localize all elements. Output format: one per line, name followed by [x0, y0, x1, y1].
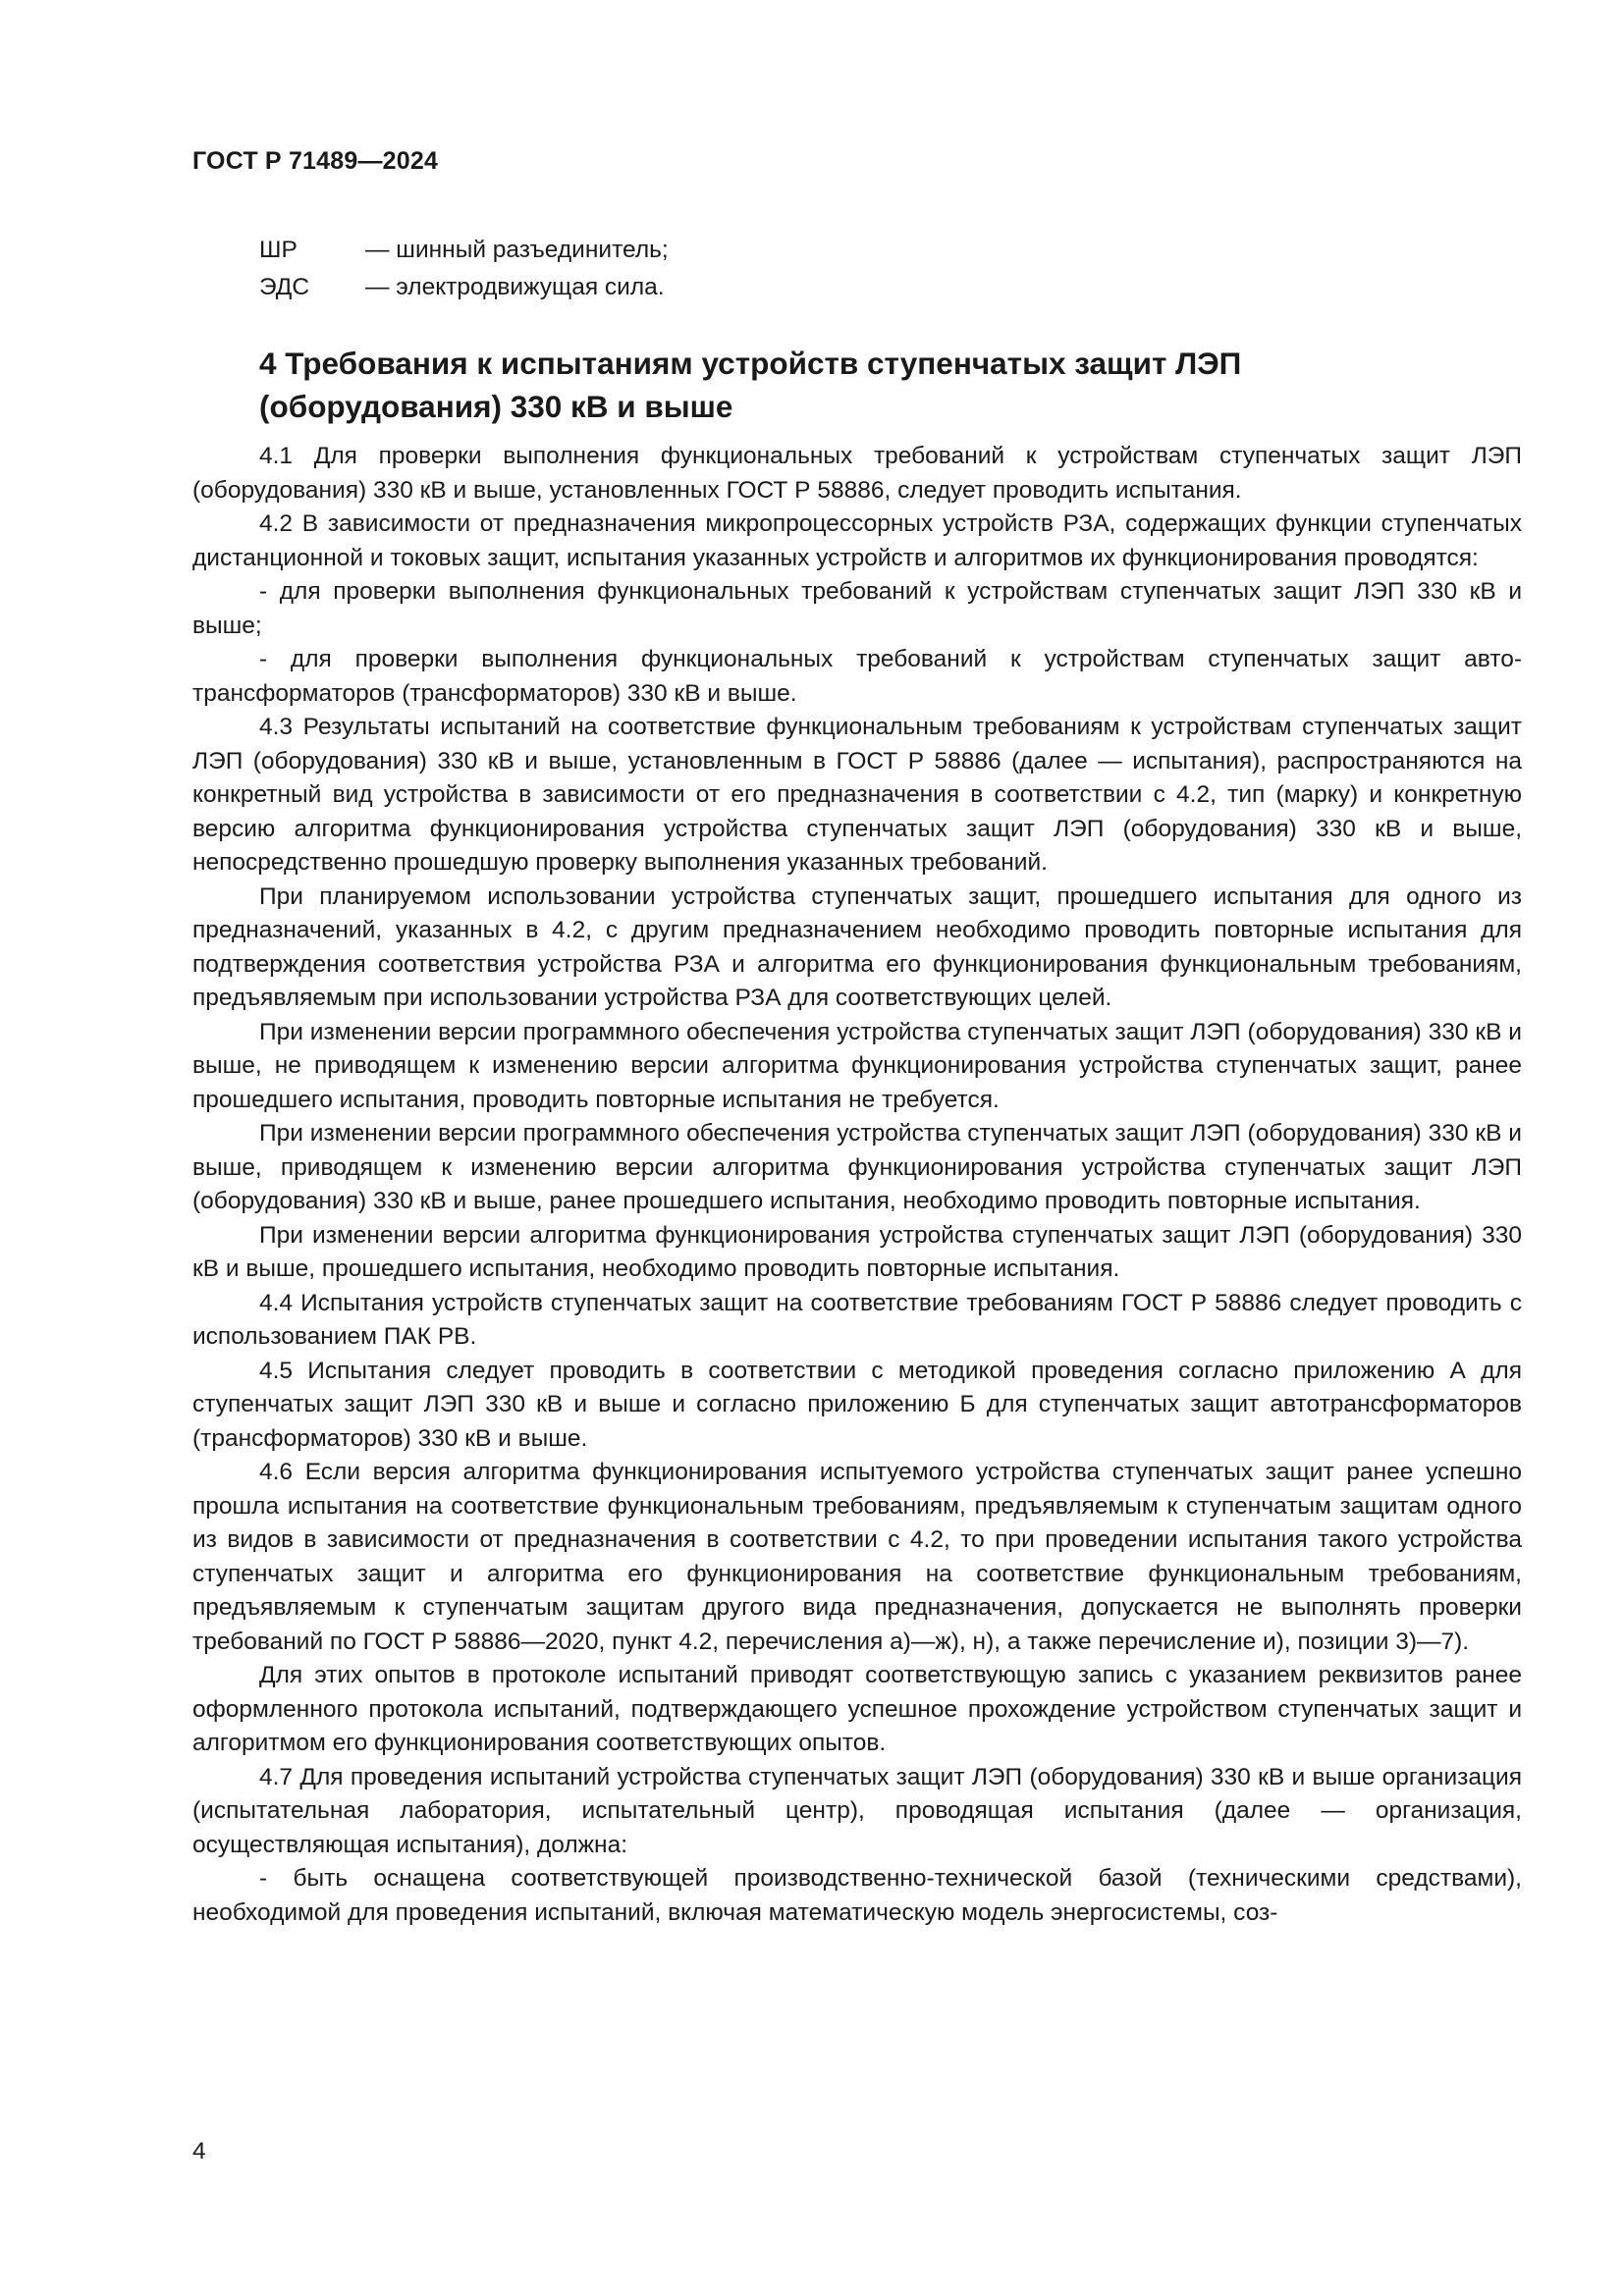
paragraph: 4.5 Испытания следует проводить в соответствии с методикой проведения согласно приложению А для ступенчатых защит ЛЭП 330 кВ и выше и согласно приложению Б для ступенчатых защит автотрансформаторов (трансформаторов) 330 кВ и выше. — [192, 1357, 1522, 1452]
paragraph: 4.6 Если версия алгоритма функционирования испытуемого устройства ступенчатых защит ранее успешно прошла испытания на соответствие функциональным требованиям, предъявляемым к ступенчатым защитам одного из видов в зависимости от предназначения в соответствии с 4.2, то при проведении испытания такого устройства ступенчатых защит и алгоритма его функционирования на соответствие функциональным требованиям, предъявляемым к ступенчатым защитам другого вида предназначения, допускается не выполнять проверки требований по ГОСТ Р 58886—2020, пункт 4.2, перечисления а)—ж), н), а также перечисление и), позиции 3)—7). — [192, 1459, 1522, 1655]
abbreviation-definition: — электродвижущая сила. — [365, 274, 665, 300]
paragraph: При изменении версии алгоритма функционирования устройства ступенчатых защит ЛЭП (оборудования) 330 кВ и выше, прошедшего испытания, необходимо проводить повторные испытания. — [192, 1221, 1522, 1282]
body-text — [192, 440, 1522, 1930]
section-title-line: 4 Требования к испытаниям устройств ступенчатых защит ЛЭП — [259, 346, 1242, 381]
abbreviation-definition: — шинный разъединитель; — [365, 237, 669, 263]
paragraph: 4.4 Испытания устройств ступенчатых защит на соответствие требованиям ГОСТ Р 58886 следует проводить с использованием ПАК РВ. — [192, 1289, 1522, 1350]
section-title-line: (оборудования) 330 кВ и выше — [259, 389, 733, 424]
section-title — [259, 342, 1477, 428]
abbreviation-list — [259, 232, 669, 306]
abbreviation-term: ЭДС — [259, 274, 310, 300]
page-number: 4 — [192, 2138, 206, 2164]
list-item: - для проверки выполнения функциональных требований к устройствам ступенчатых защит ЛЭП 330 кВ и выше; — [192, 578, 1522, 639]
list-item: - быть оснащена соответствующей производственно-технической базой (техническими средствами), необходимой для проведения испытаний, включая математическую модель энергосистемы, соз- — [192, 1865, 1522, 1926]
paragraph: 4.1 Для проверки выполнения функциональных требований к устройствам ступенчатых защит ЛЭП (оборудования) 330 кВ и выше, установленных ГОСТ Р 58886, следует проводить испытания. — [192, 443, 1522, 504]
paragraph: При планируемом использовании устройства ступенчатых защит, прошедшего испытания для одного из предназначений, указанных в 4.2, с другим предназначением необходимо проводить повторные испытания для подтверждения соответствия устройства РЗА и алгоритма его функционирования функциональным требованиям, предъявляемым при использовании устройства РЗА для соответствующих целей. — [192, 882, 1522, 1011]
paragraph: При изменении версии программного обеспечения устройства ступенчатых защит ЛЭП (оборудования) 330 кВ и выше, не приводящем к изменению версии алгоритма функционирования устройства ступенчатых защит, ранее прошедшего испытания, проводить повторные испытания не требуется. — [192, 1018, 1522, 1113]
list-item: - для проверки выполнения функциональных требований к устройствам ступенчатых защит автотрансформаторов (трансформаторов) 330 кВ и выше. — [192, 646, 1522, 707]
paragraph: 4.7 Для проведения испытаний устройства ступенчатых защит ЛЭП (оборудования) 330 кВ и выше организация (испытательная лаборатория, испытательный центр), проводящая испытания (далее — организация, осуществляющая испытания), должна: — [192, 1763, 1522, 1858]
abbreviation-term: ШР — [259, 237, 298, 263]
abbreviation-item — [259, 232, 669, 269]
paragraph: Для этих опытов в протоколе испытаний приводят соответствующую запись с указанием реквизитов ранее оформленного протокола испытаний, подтверждающего успешное прохождение устройством ступенчатых защит и алгоритмом его функционирования соответствующих опытов. — [192, 1662, 1522, 1756]
paragraph: 4.2 В зависимости от предназначения микропроцессорных устройств РЗА, содержащих функции ступенчатых дистанционной и токовых защит, испытания указанных устройств и алгоритмов их функционирования проводятся: — [192, 510, 1522, 571]
paragraph: При изменении версии программного обеспечения устройства ступенчатых защит ЛЭП (оборудования) 330 кВ и выше, приводящем к изменению версии алгоритма функционирования устройства ступенчатых защит ЛЭП (оборудования) 330 кВ и выше, ранее прошедшего испытания, необходимо проводить повторные испытания. — [192, 1120, 1522, 1214]
abbreviation-item — [259, 269, 669, 306]
document-header: ГОСТ Р 71489—2024 — [192, 147, 439, 175]
paragraph: 4.3 Результаты испытаний на соответствие функциональным требованиям к устройствам ступенчатых защит ЛЭП (оборудования) 330 кВ и выше, установленным в ГОСТ Р 58886 (далее — испытания), распространяются на конкретный вид устройства в зависимости от его предназначения в соответствии с 4.2, тип (марку) и конкретную версию алгоритма функционирования устройства ступенчатых защит ЛЭП (оборудования) 330 кВ и выше, непосредственно прошедшую проверку выполнения указанных требований. — [192, 714, 1522, 876]
